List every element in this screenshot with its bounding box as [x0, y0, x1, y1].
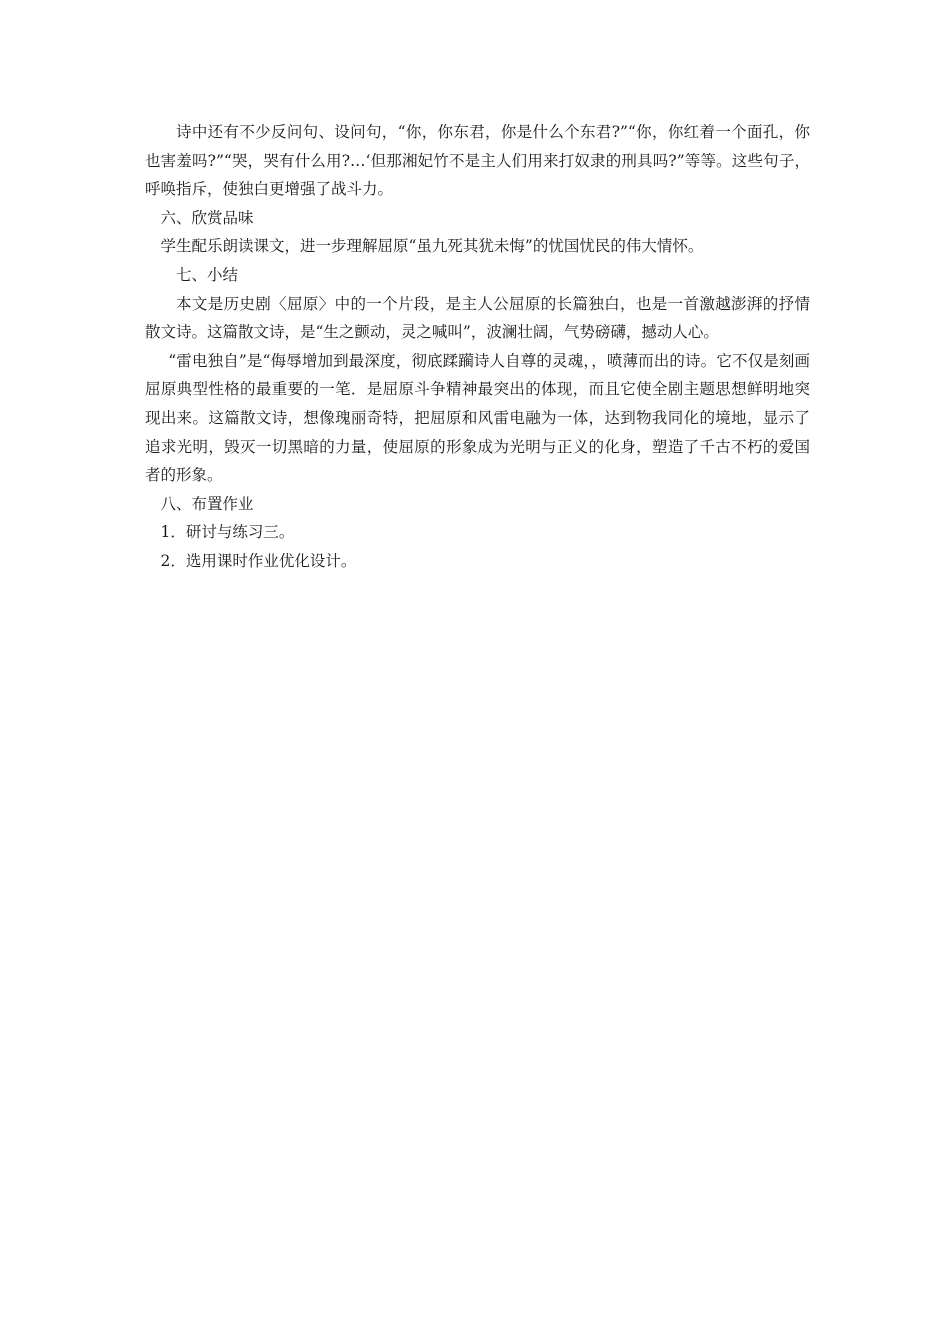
homework-item-1: 1．研讨与练习三。: [160, 523, 295, 542]
paragraph-summary: 本文是历史剧〈屈原〉中的一个片段，是主人公屈原的长篇独白，也是一首激越澎湃的抒情散文诗。这篇散文诗，是“生之颤动，灵之喊叫”，波澜壮阔，气势磅礴，撼动人心。: [145, 294, 810, 342]
paragraph-rhetorical-questions: 诗中还有不少反问句、设问句，“你，你东君，你是什么个东君?”“你，你红着一个面孔，你也害羞吗?”“哭，哭有什么用?…‘但那湘妃竹不是主人们用来打奴隶的刑具吗?”等等。这些句子，呼唤指斥，使独白更增强了战斗力。: [145, 123, 810, 199]
paragraph-appreciation: 学生配乐朗读课文，进一步理解屈原“虽九死其犹未悔”的忧国忧民的伟大情怀。: [160, 237, 704, 256]
paragraph-thunder-monologue: “雷电独自”是“侮辱增加到最深度，彻底蹂躏诗人自尊的灵魂，，喷薄而出的诗。它不仅是刻画屈原典型性格的最重要的一笔．是屈原斗争精神最突出的体现，而且它使全剧主题思想鲜明地突现出来。这篇散文诗，想像瑰丽奇特，把屈原和风雷电融为一体，达到物我同化的境地，显示了追求光明，毁灭一切黑暗的力量，使屈原的形象成为光明与正义的化身，塑造了千古不朽的爱国者的形象。: [145, 351, 810, 485]
section-heading-homework: 八、布置作业: [160, 494, 254, 513]
document-page: [145, 118, 810, 576]
section-heading-appreciation: 六、欣赏品味: [160, 208, 254, 227]
homework-item-2: 2．选用课时作业优化设计。: [160, 551, 357, 570]
section-heading-summary: 七、小结: [176, 265, 239, 284]
